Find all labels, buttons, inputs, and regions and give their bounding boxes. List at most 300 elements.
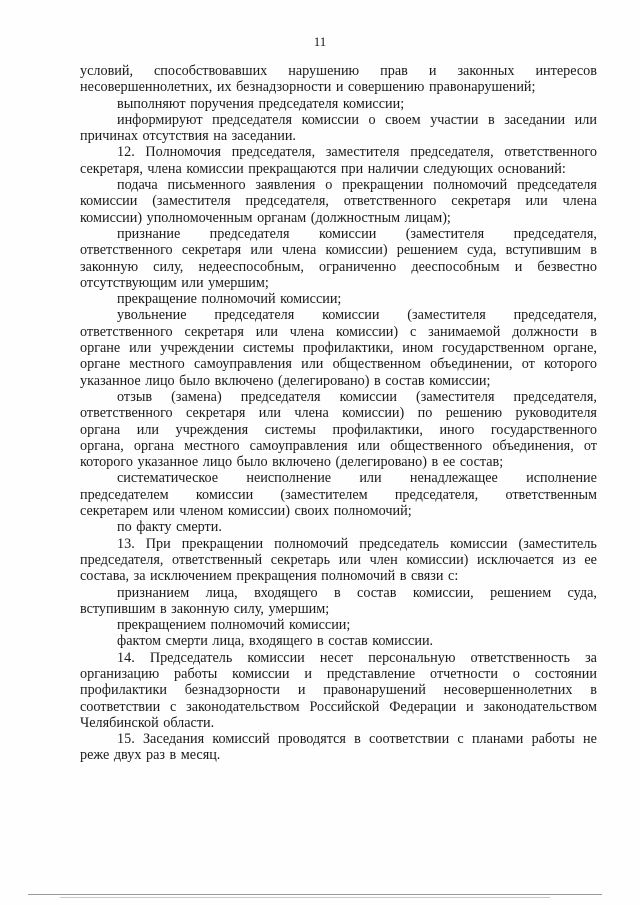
text-line	[80, 585, 597, 601]
word: недееспособным,	[198, 258, 304, 275]
word: с	[169, 698, 177, 715]
word: объединении,	[430, 356, 513, 373]
word: решением	[490, 584, 552, 601]
word: систематическое	[117, 470, 219, 487]
word: 15.	[117, 731, 135, 748]
word: комиссий	[212, 731, 270, 748]
word: отсутствующим	[80, 274, 177, 291]
word: в	[431, 454, 439, 471]
word: или	[136, 421, 159, 438]
word: комиссии	[186, 160, 244, 177]
word: профилактики,	[332, 421, 423, 438]
word: члена	[294, 405, 329, 422]
word: месяц.	[180, 747, 221, 764]
word: смерти	[165, 633, 208, 650]
word: ответственного	[80, 242, 173, 259]
text-line	[80, 682, 597, 698]
word: силу,	[153, 258, 184, 275]
word: Полномочия	[145, 144, 222, 161]
word: области.	[163, 714, 215, 731]
word: государственном	[442, 340, 545, 357]
word: или	[258, 405, 282, 422]
text-line	[80, 699, 597, 715]
word: с:	[448, 568, 459, 585]
word: лицам);	[404, 209, 451, 226]
word: в	[590, 323, 597, 340]
word: ее	[442, 454, 456, 471]
word: увольнение	[117, 307, 187, 324]
word: безнадзорности	[184, 682, 280, 699]
word: в	[317, 633, 324, 650]
word: органа	[133, 437, 175, 454]
word: и	[466, 698, 474, 715]
word: следующих	[423, 160, 494, 177]
word: комиссии;	[429, 372, 491, 389]
word: или	[525, 193, 548, 210]
word: председателя	[517, 177, 597, 194]
word: секретаря	[451, 193, 511, 210]
word: прекращения	[236, 568, 317, 585]
word: комиссии;	[342, 95, 405, 112]
text-line	[80, 79, 597, 95]
word: проводятся	[277, 731, 346, 748]
word: (делегировано)	[278, 372, 370, 389]
word: комиссии.	[372, 633, 434, 650]
word: секретаря	[186, 405, 246, 422]
word: в	[159, 600, 167, 617]
word: комиссии)	[336, 323, 399, 340]
word: заявления	[255, 177, 316, 194]
text-line	[80, 568, 597, 584]
text-line	[80, 63, 597, 79]
word: в	[399, 568, 407, 585]
text-line	[80, 324, 597, 340]
page-number: 11	[313, 34, 327, 49]
word: и	[335, 79, 344, 96]
text-line	[80, 503, 597, 519]
word: исключается	[477, 551, 554, 568]
word: 13.	[117, 535, 135, 552]
word: ответственного	[504, 144, 597, 161]
word: ограниченно	[319, 258, 397, 275]
word: или	[250, 242, 273, 259]
word: профилактики,	[302, 340, 394, 357]
word: способствовавших	[154, 63, 268, 79]
word: законодательством	[483, 698, 597, 715]
word: председателя,	[513, 307, 597, 324]
word: органе	[80, 340, 121, 357]
word: фактом	[117, 633, 162, 650]
word: состав	[328, 633, 368, 650]
word: при	[340, 160, 364, 177]
word: председателя	[240, 388, 321, 405]
word: и	[297, 682, 306, 699]
word: лицо	[202, 454, 233, 471]
word: персональную	[368, 649, 456, 666]
word: условий,	[80, 63, 133, 79]
word: или	[181, 274, 204, 291]
word: комиссии	[195, 486, 254, 503]
word: комиссии	[450, 535, 508, 552]
word: председателя,	[245, 193, 329, 210]
word: общественного	[390, 437, 483, 454]
word: Председатель	[149, 649, 233, 666]
word: от	[521, 356, 535, 373]
word: председателя,	[513, 225, 597, 242]
word: государственного	[490, 421, 597, 438]
word: ответственный	[172, 551, 263, 568]
word: председателя	[258, 95, 339, 112]
word: ненадлежащее	[409, 470, 498, 487]
word: При	[145, 535, 171, 552]
word: законную	[80, 258, 139, 275]
word: силу,	[233, 600, 264, 617]
text-line	[80, 454, 597, 470]
word: вступившим	[80, 600, 156, 617]
word: комиссии;	[289, 617, 351, 634]
word: правонарушений;	[428, 79, 536, 96]
text-line	[80, 259, 597, 275]
text-line	[80, 161, 597, 177]
word: лицо	[145, 372, 175, 389]
word: состав;	[459, 454, 504, 471]
word: состава,	[80, 568, 130, 585]
word: полномочий	[433, 177, 508, 194]
text-line	[80, 487, 597, 503]
word: состав	[385, 372, 425, 389]
word: лица,	[205, 584, 238, 601]
word: раз	[146, 747, 165, 764]
word: несовершеннолетних,	[80, 79, 213, 96]
text-line	[80, 356, 597, 372]
word: безвестно	[537, 258, 597, 275]
word: признанием	[117, 584, 190, 601]
footer-rule	[28, 894, 602, 895]
word: работы	[531, 731, 575, 748]
word: законодательством	[186, 698, 300, 715]
word: комиссии)	[227, 503, 290, 520]
word: (замена)	[171, 388, 222, 405]
word: объединения,	[492, 437, 574, 454]
word: комиссии,	[412, 584, 474, 601]
word: системы	[264, 421, 316, 438]
word: смерти.	[176, 519, 222, 536]
text-line	[80, 731, 597, 747]
word: входящего	[249, 633, 313, 650]
word: члена	[562, 193, 597, 210]
word: информируют	[117, 111, 203, 128]
word: входящего	[254, 584, 318, 601]
word: (заместитель	[518, 535, 597, 552]
word: общественном	[332, 356, 421, 373]
word: исключением	[150, 568, 232, 585]
word: законную	[171, 600, 230, 617]
word: или	[255, 323, 278, 340]
word: председателя,	[231, 144, 316, 161]
word: умершим;	[208, 274, 269, 291]
word: председателя,	[410, 144, 494, 161]
word: руководителя	[515, 405, 597, 422]
text-line	[80, 242, 597, 258]
word: в	[373, 372, 381, 389]
word: было	[179, 372, 211, 389]
word: работы	[174, 665, 218, 682]
word: о	[368, 111, 376, 128]
word: или	[152, 503, 175, 520]
word: в	[333, 584, 341, 601]
text-line	[80, 291, 597, 307]
word: комиссии	[247, 649, 305, 666]
word: комиссии)	[406, 551, 469, 568]
word: представление	[326, 665, 416, 682]
word: 14.	[117, 649, 135, 666]
word: (заместителем	[280, 486, 368, 503]
word: системы	[242, 340, 295, 357]
word: комиссии	[232, 665, 290, 682]
word: организацию	[80, 665, 160, 682]
word: председателя	[212, 111, 292, 128]
word: заместителя	[325, 144, 400, 161]
text-line	[80, 275, 597, 291]
text-line	[80, 210, 597, 226]
word: полномочий;	[333, 503, 412, 520]
text-line	[80, 470, 597, 486]
word: по	[417, 405, 433, 422]
text-line	[80, 536, 597, 552]
word: прекращение	[117, 291, 197, 308]
word: или	[357, 437, 381, 454]
word: отсутствия	[142, 128, 209, 145]
word: и	[304, 665, 312, 682]
word: за	[133, 568, 146, 585]
word: или	[129, 340, 152, 357]
word: соответствии	[80, 698, 161, 715]
word: самоуправления	[249, 437, 348, 454]
word: председателя	[214, 307, 295, 324]
word: и	[514, 258, 523, 275]
word: члена	[147, 160, 182, 177]
word: учреждении	[160, 340, 234, 357]
word: планами	[471, 731, 524, 748]
word: членом	[179, 503, 224, 520]
word: своем	[385, 111, 421, 128]
word: самоуправления	[193, 356, 292, 373]
word: комиссии)	[325, 242, 388, 259]
text-line	[80, 226, 597, 242]
text-line	[80, 715, 597, 731]
word: в	[488, 111, 495, 128]
body-text	[80, 63, 597, 764]
footer-rule-thin	[60, 897, 550, 898]
word: состав	[357, 584, 397, 601]
word: о	[325, 177, 333, 194]
word: органам	[257, 209, 307, 226]
word: прекращением	[117, 617, 206, 634]
word: прекращении	[181, 535, 264, 552]
word: вступившим	[505, 242, 582, 259]
text-line	[80, 307, 597, 323]
word: не	[583, 731, 597, 748]
word: участии	[430, 111, 479, 128]
word: (делегировано)	[335, 454, 427, 471]
word: соответствии	[369, 731, 450, 748]
word: занимаемой	[428, 323, 501, 340]
word: нарушению	[288, 63, 360, 79]
text-line	[80, 96, 597, 112]
word: прекращаются	[248, 160, 337, 177]
text-line	[80, 340, 597, 356]
word: правонарушений	[323, 682, 426, 699]
word: за	[585, 649, 597, 666]
word: на	[213, 128, 228, 145]
word: секретаря	[181, 242, 242, 259]
word: с	[457, 731, 464, 748]
word: указанное	[137, 454, 199, 471]
word: ее	[584, 551, 597, 568]
text-line	[80, 128, 597, 144]
text-line	[80, 389, 597, 405]
word: (должностным	[310, 209, 401, 226]
word: председателя,	[394, 486, 479, 503]
word: член	[369, 551, 398, 568]
word: их	[216, 79, 232, 96]
word: комиссии	[322, 307, 380, 324]
word: которого	[543, 356, 597, 373]
text-line	[80, 617, 597, 633]
word: неисполнение	[246, 470, 332, 487]
word: связи	[410, 568, 444, 585]
word: включено	[214, 372, 274, 389]
word: уполномоченным	[146, 209, 253, 226]
text-line	[80, 373, 597, 389]
word: подача	[117, 177, 158, 194]
word: поручения	[190, 95, 254, 112]
word: отзыв	[117, 388, 153, 405]
word: (заместителя	[416, 388, 495, 405]
word: факту	[136, 519, 172, 536]
text-line	[80, 601, 597, 617]
word: комиссии	[339, 388, 397, 405]
word: местного	[129, 356, 185, 373]
word: двух	[113, 747, 142, 764]
word: отчетности	[430, 665, 498, 682]
word: в	[590, 682, 597, 699]
word: председателя,	[80, 551, 164, 568]
word: ответственного	[80, 405, 173, 422]
word: совершению	[348, 79, 425, 96]
word: комиссии	[80, 193, 138, 210]
word: по	[117, 519, 132, 536]
word: ответственного	[80, 323, 173, 340]
word: о	[512, 665, 520, 682]
word: наличии	[367, 160, 419, 177]
word: Российской	[309, 698, 380, 715]
word: органа,	[80, 437, 124, 454]
word: дееспособным	[411, 258, 500, 275]
word: члена	[281, 242, 317, 259]
word: полномочий	[274, 535, 349, 552]
word: должности	[512, 323, 579, 340]
word: безнадзорности	[236, 79, 332, 96]
word: комиссии)	[80, 209, 143, 226]
word: или	[359, 470, 382, 487]
word: (заместителя	[405, 225, 485, 242]
text-line	[80, 438, 597, 454]
word: полномочий	[210, 617, 285, 634]
word: (заместителя	[407, 307, 486, 324]
word: секретаря,	[80, 160, 143, 177]
word: 12.	[117, 144, 135, 161]
word: из	[562, 551, 576, 568]
word: и	[428, 63, 437, 79]
word: профилактики	[80, 682, 167, 699]
text-line	[80, 519, 597, 535]
word: учреждения	[175, 421, 249, 438]
word: местного	[184, 437, 240, 454]
text-line	[80, 422, 597, 438]
text-line	[80, 193, 597, 209]
word: (заместителя	[152, 193, 231, 210]
word: оснований:	[497, 160, 566, 177]
word: председателя	[209, 225, 290, 242]
word: включено	[272, 454, 331, 471]
word: или	[338, 551, 361, 568]
word: комиссии	[301, 111, 359, 128]
word: ответственного	[343, 193, 437, 210]
text-line	[80, 666, 597, 682]
word: от	[583, 437, 597, 454]
word: председателя,	[513, 388, 597, 405]
word: решением	[396, 242, 458, 259]
text-line	[80, 177, 597, 193]
word: которого	[80, 454, 133, 471]
word: суда,	[467, 242, 497, 259]
word: иного	[439, 421, 475, 438]
word: прекращении	[342, 177, 424, 194]
word: законных	[457, 63, 515, 79]
word: прав	[380, 63, 408, 79]
word: выполняют	[117, 95, 186, 112]
word: несовершеннолетних	[443, 682, 573, 699]
word: или	[301, 356, 324, 373]
word: реже	[80, 747, 110, 764]
word: органе	[80, 356, 121, 373]
text-line	[80, 405, 597, 421]
word: секретаря	[184, 323, 244, 340]
text-line	[80, 112, 597, 128]
word: указанное	[80, 372, 141, 389]
word: полномочий	[321, 568, 396, 585]
word: исполнение	[526, 470, 597, 487]
word: суда,	[567, 584, 597, 601]
word: комиссии	[318, 225, 377, 242]
word: комиссии;	[280, 291, 342, 308]
text-line	[80, 747, 597, 763]
word: председатель	[359, 535, 440, 552]
word: ответственным	[505, 486, 597, 503]
word: лица,	[212, 633, 245, 650]
word: Федерации	[389, 698, 457, 715]
word: решению	[445, 405, 503, 422]
word: интересов	[535, 63, 597, 79]
word: признание	[117, 225, 181, 242]
word: ответственность	[470, 649, 570, 666]
text-line	[80, 650, 597, 666]
word: в	[590, 242, 597, 259]
word: органа	[80, 421, 121, 438]
word: секретарь	[270, 551, 331, 568]
word: своих	[294, 503, 330, 520]
